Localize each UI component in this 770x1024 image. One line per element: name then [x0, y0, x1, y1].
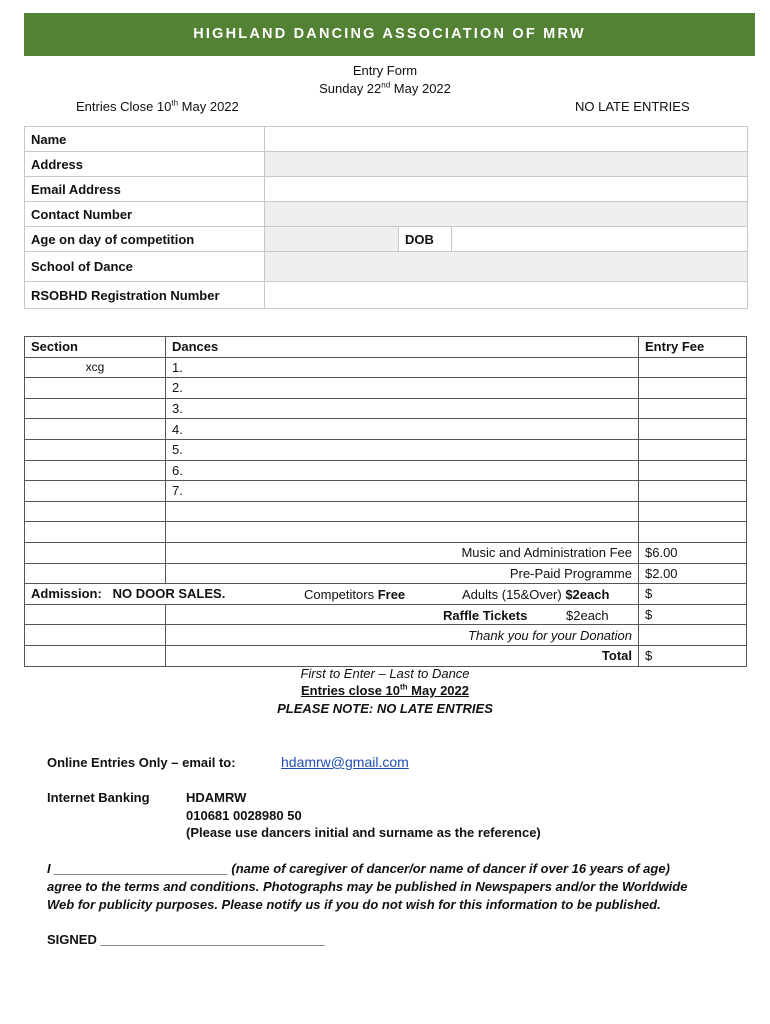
- section-cell[interactable]: [25, 378, 166, 399]
- age-field[interactable]: [265, 227, 399, 252]
- internet-banking-label: Internet Banking: [47, 790, 150, 805]
- association-banner: HIGHLAND DANCING ASSOCIATION OF MRW: [24, 13, 755, 56]
- fee-cell[interactable]: [639, 357, 747, 378]
- reference-note: (Please use dancers initial and surname as the reference): [186, 825, 541, 840]
- table-row: [25, 460, 747, 481]
- no-late-entries: NO LATE ENTRIES: [575, 99, 690, 114]
- form-title: Entry Form: [352, 63, 418, 78]
- section-cell[interactable]: [25, 501, 166, 522]
- contact-number-label: Contact Number: [25, 202, 265, 227]
- fee-cell[interactable]: [639, 378, 747, 399]
- raffle-price: $2each: [566, 607, 609, 623]
- entry-fee-header: Entry Fee: [639, 337, 747, 358]
- dance-cell[interactable]: 5.: [166, 439, 639, 460]
- table-row: [25, 501, 747, 522]
- dance-cell[interactable]: 6.: [166, 460, 639, 481]
- dance-cell[interactable]: 3.: [166, 398, 639, 419]
- programme-row: [25, 563, 747, 584]
- rsobhd-field[interactable]: [265, 282, 748, 309]
- admission-label: Admission:: [31, 586, 102, 602]
- music-fee-label: Music and Administration Fee: [166, 542, 639, 563]
- table-row: [25, 357, 747, 378]
- table-row: [25, 378, 747, 399]
- address-label: Address: [25, 152, 265, 177]
- music-fee-row: [25, 542, 747, 563]
- donation-row: [25, 625, 747, 646]
- table-row: [25, 522, 747, 543]
- donation-thanks: Thank you for your Donation: [166, 625, 639, 646]
- empty-cell: [25, 563, 166, 584]
- entries-table: [24, 336, 747, 667]
- declaration-line-3: Web for publicity purposes. Please notify us if you do not wish for this information to be published.: [47, 897, 661, 912]
- table-row: [25, 481, 747, 502]
- donation-fee[interactable]: [639, 625, 747, 646]
- dances-header: Dances: [166, 337, 639, 358]
- section-cell[interactable]: [25, 481, 166, 502]
- fee-cell[interactable]: [639, 522, 747, 543]
- age-label: Age on day of competition: [25, 227, 265, 252]
- name-field[interactable]: [265, 127, 748, 152]
- entries-close-date: Entries Close 10th May 2022: [76, 98, 239, 114]
- entries-close-note: Entries close 10th May 2022: [301, 682, 469, 698]
- event-date: Sunday 22nd May 2022: [319, 80, 451, 96]
- competitors-entry: Competitors Free: [304, 587, 406, 603]
- section-cell[interactable]: [25, 439, 166, 460]
- programme-label: Pre-Paid Programme: [166, 563, 639, 584]
- name-label: Name: [25, 127, 265, 152]
- account-number: 010681 0028980 50: [186, 808, 302, 823]
- account-name: HDAMRW: [186, 790, 247, 805]
- address-field[interactable]: [265, 152, 748, 177]
- fee-cell[interactable]: [639, 501, 747, 522]
- adults-fee[interactable]: $: [639, 584, 747, 605]
- section-header: Section: [25, 337, 166, 358]
- school-label: School of Dance: [25, 252, 265, 282]
- music-fee-value: $6.00: [639, 542, 747, 563]
- empty-cell: [25, 625, 166, 646]
- email-label: Email Address: [25, 177, 265, 202]
- total-row: [25, 645, 747, 666]
- raffle-row: [25, 604, 747, 625]
- dance-cell[interactable]: 7.: [166, 481, 639, 502]
- adults-entry: Adults (15&Over) $2each: [462, 587, 610, 603]
- school-field[interactable]: [265, 252, 748, 282]
- dance-cell[interactable]: 1.: [166, 357, 639, 378]
- dance-cell[interactable]: 2.: [166, 378, 639, 399]
- section-cell[interactable]: [25, 522, 166, 543]
- raffle-fee[interactable]: $: [639, 604, 747, 625]
- admission-row: [25, 584, 747, 605]
- dancer-details-table: [24, 126, 748, 309]
- fee-cell[interactable]: [639, 398, 747, 419]
- first-to-enter-note: First to Enter – Last to Dance: [300, 666, 470, 681]
- admission-cell: [25, 584, 639, 605]
- table-row: [25, 398, 747, 419]
- programme-value: $2.00: [639, 563, 747, 584]
- rsobhd-label: RSOBHD Registration Number: [25, 282, 265, 309]
- empty-cell: [25, 645, 166, 666]
- section-cell[interactable]: xcg: [25, 357, 166, 378]
- fee-cell[interactable]: [639, 439, 747, 460]
- raffle-cell: [166, 604, 639, 625]
- section-cell[interactable]: [25, 398, 166, 419]
- total-label: Total: [166, 645, 639, 666]
- dance-cell[interactable]: [166, 522, 639, 543]
- section-cell[interactable]: [25, 460, 166, 481]
- contact-number-field[interactable]: [265, 202, 748, 227]
- fee-cell[interactable]: [639, 460, 747, 481]
- please-note: PLEASE NOTE: NO LATE ENTRIES: [277, 701, 493, 716]
- declaration-line-1: I ________________________ (name of caregiver of dancer/or name of dancer if over 16 years of age): [47, 861, 670, 876]
- dance-cell[interactable]: [166, 501, 639, 522]
- raffle-label: Raffle Tickets: [443, 607, 528, 623]
- online-entries-label: Online Entries Only – email to:: [47, 755, 236, 770]
- table-row: [25, 419, 747, 440]
- signature-line[interactable]: SIGNED _______________________________: [47, 932, 325, 947]
- dob-label: DOB: [399, 227, 452, 252]
- fee-cell[interactable]: [639, 481, 747, 502]
- email-link[interactable]: hdamrw@gmail.com: [281, 754, 409, 770]
- dance-cell[interactable]: 4.: [166, 419, 639, 440]
- empty-cell: [25, 542, 166, 563]
- total-value[interactable]: $: [639, 645, 747, 666]
- section-cell[interactable]: [25, 419, 166, 440]
- empty-cell: [25, 604, 166, 625]
- admission-note: NO DOOR SALES.: [112, 586, 226, 602]
- table-row: [25, 439, 747, 460]
- dob-field[interactable]: [452, 227, 748, 252]
- declaration-line-2: agree to the terms and conditions. Photographs may be published in Newspapers and/or the Worldwide: [47, 879, 688, 894]
- email-field[interactable]: [265, 177, 748, 202]
- fee-cell[interactable]: [639, 419, 747, 440]
